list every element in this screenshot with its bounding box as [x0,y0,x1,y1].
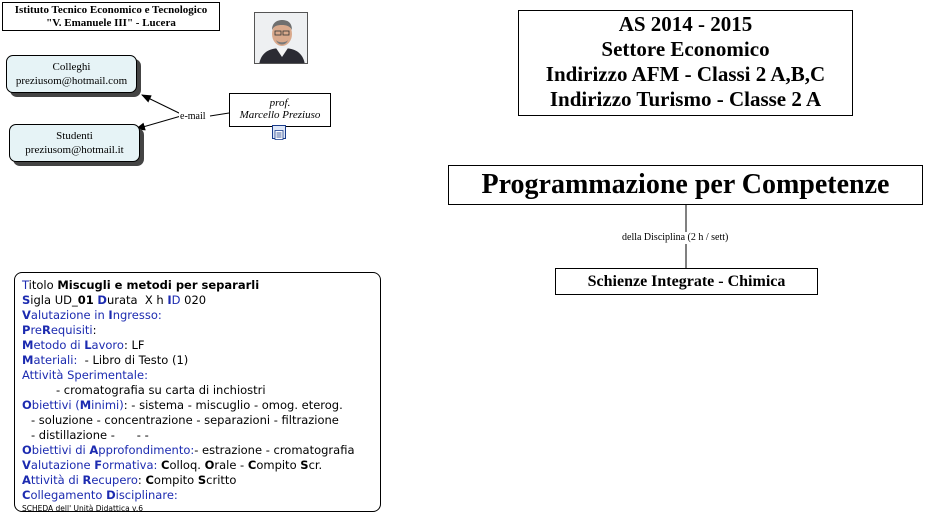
card-row-materiali: Materiali: - Libro di Testo (1) [22,353,189,367]
school-line-1: Istituto Tecnico Economico e Tecnologico [14,4,208,16]
card-attivita-item: - cromatografia su carta di inchiostri [56,383,266,397]
school-year-box [518,10,853,116]
card-approfondimento-value: - estrazione - cromatografia [194,443,355,457]
prof-name: Marcello Preziuso [239,109,321,121]
colleghi-title: Colleghi [52,61,91,73]
header-line-2: Settore Economico [601,37,770,61]
note-icon[interactable] [272,125,286,139]
card-obiettivi-3: - distillazione - - - [31,428,149,442]
discipline-node: Schienze Integrate - Chimica [555,268,818,295]
prof-node [229,93,331,127]
card-row-titolo: Titolo Miscugli e metodi per separarli [22,278,260,292]
studenti-node [9,124,140,162]
header-line-4: Indirizzo Turismo - Classe 2 A [549,87,822,111]
card-row-sigla: Sigla UD_01 Durata X h ID 020 [22,293,207,307]
card-row-attivita: Attività Sperimentale: [22,368,148,382]
card-row-collegamento: Collegamento Disciplinare: [22,488,178,502]
email-label: e-mail [180,111,206,122]
colleghi-email[interactable]: preziusom@hotmail.com [15,75,128,87]
card-metodo-value: LF [131,338,145,352]
link-to-studenti [136,116,181,129]
card-footer: SCHEDA dell' Unità Didattica v.6 [22,504,144,513]
programmazione-title: Programmazione per Competenze [448,165,923,205]
portrait-icon [255,13,308,64]
card-row-obiettivi: Obiettivi (Minimi): - sistema - miscuglio - omog. eterog. [22,398,343,412]
school-line-2: "V. Emanuele III" - Lucera [46,17,176,29]
card-row-metodo: Metodo di Lavoro: LF [22,338,145,352]
teacher-photo [254,12,308,64]
studenti-email[interactable]: preziusom@hotmail.it [25,144,124,156]
link-to-colleghi [142,95,181,114]
header-line-1: AS 2014 - 2015 [618,12,753,36]
link-prof-email [210,113,229,116]
studenti-title: Studenti [56,130,93,142]
card-row-prerequisiti: PreRequisiti: [22,323,97,337]
colleghi-node [6,55,137,93]
card-row-valutazione-formativa: Valutazione Formativa: Colloq. Orale - Compito Scr. [22,458,323,472]
discipline-link-label: della Disciplina (2 h / sett) [622,232,729,243]
header-line-3: Indirizzo AFM - Classi 2 A,B,C [545,62,826,86]
card-row-recupero: Attività di Recupero: Compito Scritto [22,473,237,487]
card-materiali-value: - Libro di Testo (1) [84,353,189,367]
card-id-value: 020 [184,293,207,307]
document-glyph [273,129,285,141]
card-row-approfondimento: Obiettivi di Approfondimento:- estrazione - cromatografia [22,443,355,457]
card-obiettivi-1: - sistema - miscuglio - omog. eterog. [131,398,343,412]
card-row-valutazione-ingresso: Valutazione in Ingresso: [22,308,162,322]
prof-title: prof. [269,97,291,109]
unit-card [14,272,381,512]
card-obiettivi-2: - soluzione - concentrazione - separazioni - filtrazione [31,413,339,427]
school-name-box [2,2,220,31]
card-titolo-value: Miscugli e metodi per separarli [57,278,260,292]
